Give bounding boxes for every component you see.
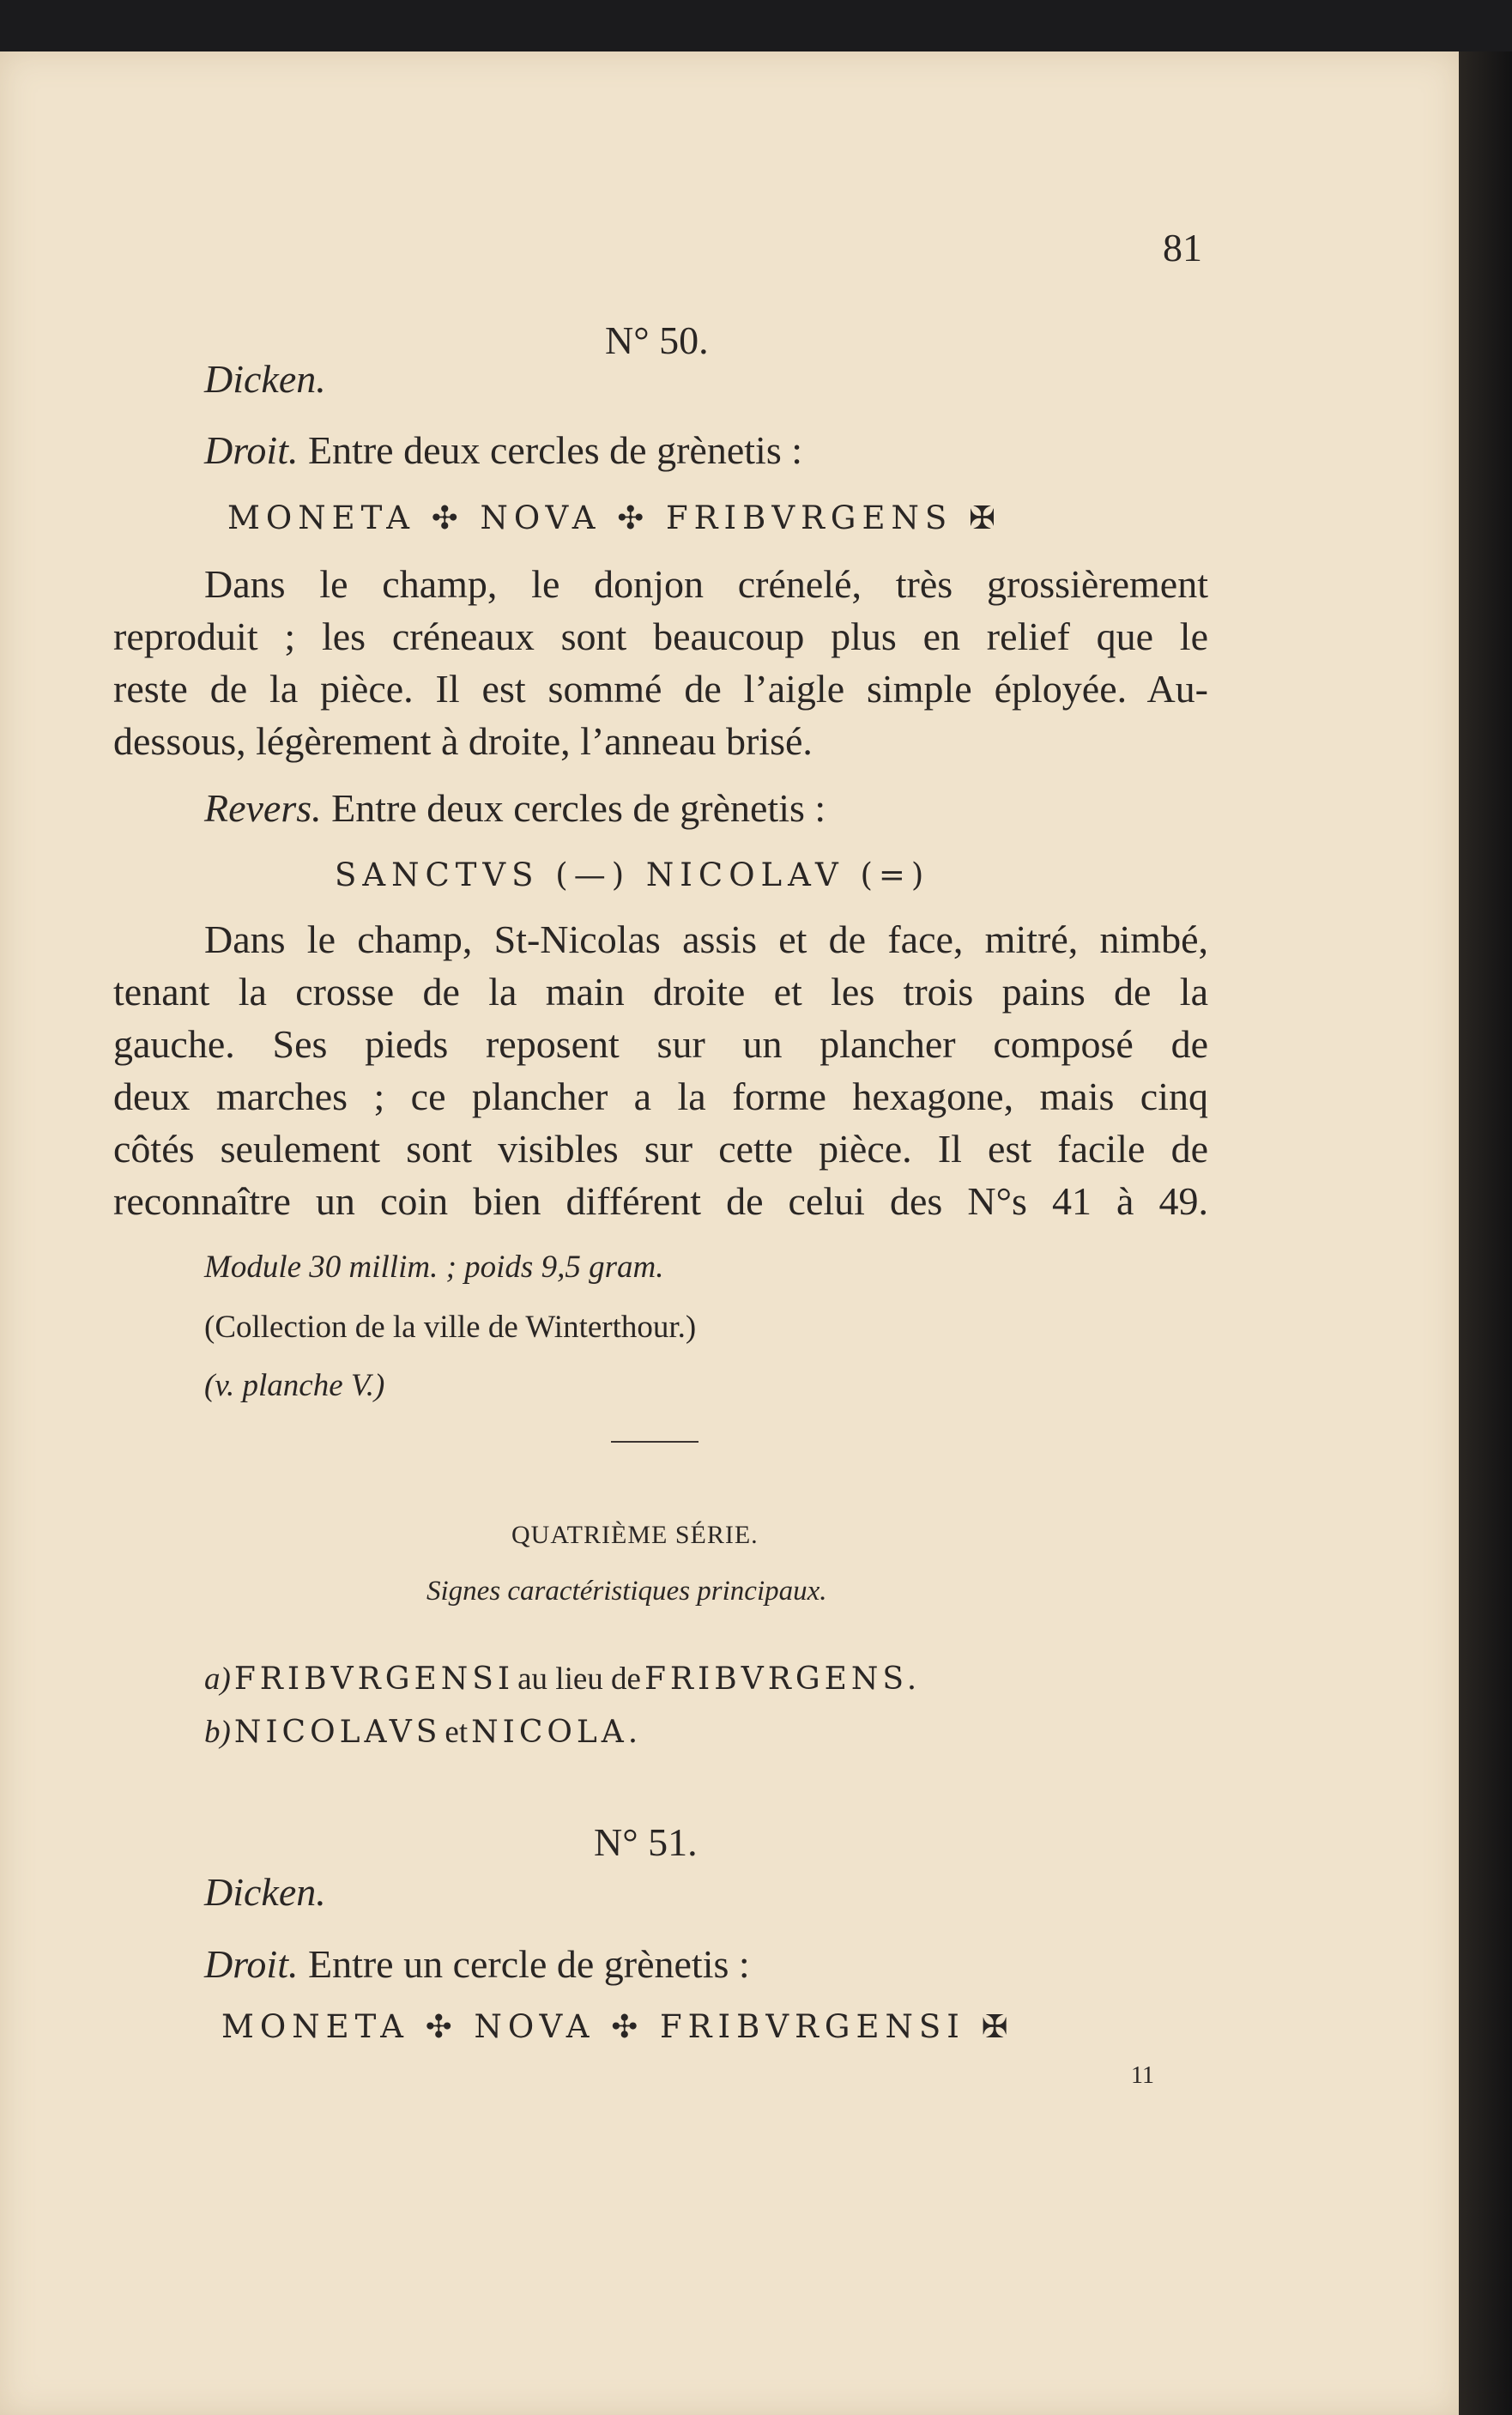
module-weight: Module 30 millim. ; poids 9,5 gram. [204,1250,664,1285]
entry-heading-50: N° 50. [605,318,709,362]
series-legend: FRIBVRGENS. [644,1661,922,1697]
series-item-b [204,1714,642,1751]
obverse-desc-line-4: dessous, légèrement à droite, l’anneau brisé. [113,719,813,763]
section-divider [611,1441,699,1443]
reverse-desc-line-6: reconnaître un coin bien différent de celui des N°s 41 à 49. [113,1179,1208,1223]
reverse-desc-line-4: deux marches ; ce plancher a la forme hexagone, mais cinq [113,1074,1208,1118]
page-edge [1459,51,1512,2415]
reverse-legend-50: SANCTVS (—) NICOLAV (=) [335,856,930,893]
series-connector: au lieu de [517,1661,641,1697]
series-item-a [204,1661,921,1698]
obverse-desc-line-1: Dans le champ, le donjon crénelé, très grossièrement [204,562,1208,606]
series-marker: a) [204,1661,231,1697]
coin-type-50: Dicken. [204,357,326,401]
obverse-desc-line-3: reste de la pièce. Il est sommé de l’aigle simple éployée. Au- [113,667,1208,711]
collection-note: (Collection de la ville de Winterthour.) [204,1310,697,1345]
reverse-desc-line-1: Dans le champ, St-Nicolas assis et de face, mitré, nimbé, [204,917,1208,961]
entry-heading-51: N° 51. [594,1820,698,1864]
reverse-desc-line-5: côtés seulement sont visibles sur cette pièce. Il est facile de [113,1127,1208,1171]
series-subtitle: Signes caractéristiques principaux. [426,1576,827,1607]
obverse-intro: Entre deux cercles de grènetis : [307,428,802,472]
reverse-intro: Entre deux cercles de grènetis : [331,786,826,830]
obverse-legend-51: MONETA ✣ NOVA ✣ FRIBVRGENSI ✠ [221,2008,1014,2045]
series-marker: b) [204,1715,231,1750]
coin-type-51: Dicken. [204,1870,326,1914]
obverse-desc-line-2: reproduit ; les créneaux sont beaucoup plus en relief que le [113,614,1208,658]
reverse-desc-line-3: gauche. Ses pieds reposent sur un plancher composé de [113,1022,1208,1066]
reverse-line-50 [204,785,826,831]
plate-reference: (v. planche V.) [204,1368,385,1403]
page-number: 81 [1163,226,1202,269]
reverse-label: Revers. [204,786,322,830]
obverse-label: Droit. [204,1942,299,1986]
obverse-line-50 [204,427,802,473]
obverse-line-51 [204,1941,750,1987]
book-page [0,51,1459,2415]
series-legend: FRIBVRGENSI [233,1661,515,1697]
series-legend: NICOLA. [471,1715,643,1750]
series-connector: et [445,1715,469,1750]
series-legend: NICOLAVS [233,1715,442,1750]
reverse-desc-line-2: tenant la crosse de la main droite et les trois pains de la [113,970,1208,1014]
obverse-legend-50: MONETA ✣ NOVA ✣ FRIBVRGENS ✠ [227,499,1001,536]
signature-mark: 11 [1131,2062,1154,2089]
obverse-intro: Entre un cercle de grènetis : [307,1942,750,1986]
obverse-label: Droit. [204,428,299,472]
series-title: QUATRIÈME SÉRIE. [511,1521,759,1549]
